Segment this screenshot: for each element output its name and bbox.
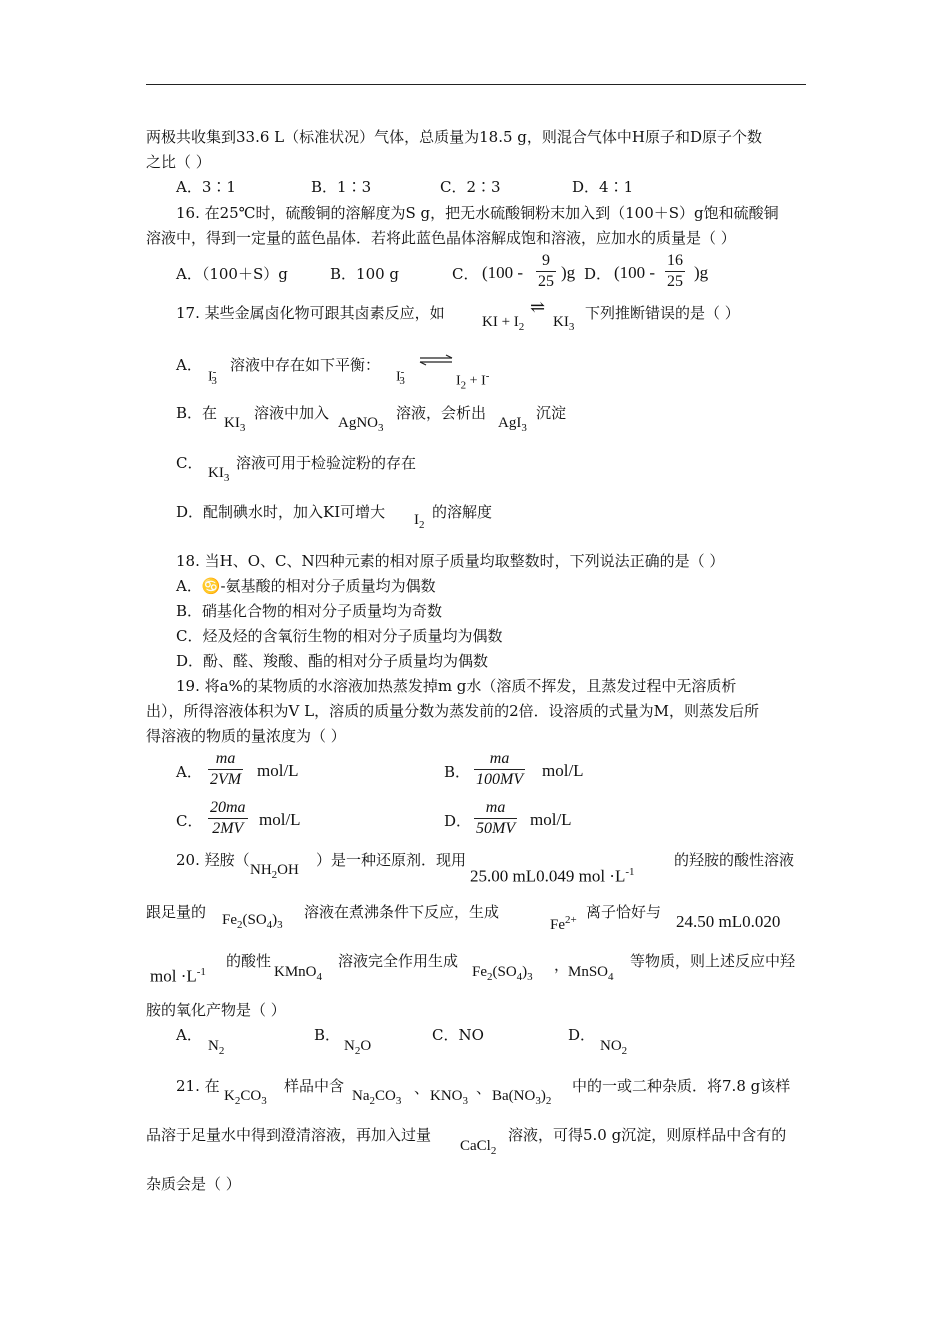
q16-option-c-label: C． bbox=[452, 265, 479, 283]
q19-option-c-fraction: 20ma 2MV bbox=[210, 799, 246, 837]
q21-text1: 21. 在 bbox=[176, 1077, 220, 1095]
q17-equation-left: KI + $I_2$ bbox=[482, 314, 525, 333]
q15-option-d: D．4∶1 bbox=[572, 178, 634, 196]
q20-option-d: $NO_2$ bbox=[600, 1038, 628, 1057]
q16-option-c-pre: (100 - bbox=[482, 263, 524, 282]
q17-option-b-ki3: $KI_3$ bbox=[224, 415, 246, 434]
q20-nh2oh: $NH_2OH$ bbox=[250, 862, 299, 881]
q20-option-c: C．NO bbox=[432, 1026, 484, 1044]
q20-text5: 溶液在煮沸条件下反应，生成 bbox=[304, 903, 500, 921]
q19-option-c-unit: mol/L bbox=[259, 810, 301, 829]
q16-option-d-fraction: 16 25 bbox=[667, 252, 683, 290]
q17-stem-pre: 17. 某些金属卤化物可跟其卤素反应，如 bbox=[176, 304, 445, 322]
q19-option-b-label: B． bbox=[444, 763, 471, 781]
q21-text3: 中的一或二种杂质．将7.8 g该样 bbox=[572, 1077, 791, 1095]
q21-bano32: $Ba(NO_3)_2$ bbox=[492, 1088, 552, 1107]
q21-separator1: 、 bbox=[414, 1079, 430, 1097]
q20-conc3: mol $\cdot L^{-1}$ bbox=[150, 966, 206, 986]
q15-option-c: C．2∶3 bbox=[440, 178, 501, 196]
q20-conc1: 25.00 mL0.049 mol $\cdot L^{-1}$ bbox=[470, 866, 635, 886]
q21-text6: 杂质会是（ ） bbox=[146, 1175, 241, 1193]
q20-text6: 离子恰好与 bbox=[586, 903, 662, 921]
q19-option-b-fraction: ma 100MV bbox=[476, 750, 524, 788]
q20-option-a: $N_2$ bbox=[208, 1038, 225, 1057]
q19-option-a-fraction: ma 2VM bbox=[210, 750, 242, 788]
q16-option-c-post: )g bbox=[561, 263, 576, 282]
q20-conc2: 24.50 mL0.020 bbox=[676, 912, 781, 931]
q17-option-a-eq-left: $I^-_3$ bbox=[396, 366, 405, 388]
q20-fe2plus: $Fe^{2+}$ bbox=[550, 914, 577, 933]
q17-option-a-i3: $I^-_3$ bbox=[208, 366, 217, 388]
q21-text5: 溶液，可得5.0 g沉淀，则原样品中含有的 bbox=[508, 1126, 787, 1144]
q20-text1: 20. 羟胺（ bbox=[176, 851, 250, 869]
q18-option-a: A．♋-氨基酸的相对分子质量均为偶数 bbox=[176, 577, 436, 595]
q19-option-d-label: D． bbox=[444, 812, 472, 830]
q15-line1: 两极共收集到33.6 L（标准状况）气体，总质量为18.5 g，则混合气体中H原子和D原子个数 bbox=[146, 128, 763, 146]
q15-option-a: A．3∶1 bbox=[176, 178, 236, 196]
q18-stem: 18. 当H、O、C、N四种元素的相对原子质量均取整数时，下列说法正确的是（ ） bbox=[176, 552, 725, 570]
q18-option-b: B．硝基化合物的相对分子质量均为奇数 bbox=[176, 602, 443, 620]
q17-option-b-agno3: AgNO$_3$ bbox=[338, 415, 384, 434]
q20-text10: 胺的氧化产物是（ ） bbox=[146, 1001, 286, 1019]
q19-line2: 出），所得溶液体积为V L，溶质的质量分数为蒸发前的2倍．设溶质的式量为M，则蒸发后所 bbox=[146, 702, 759, 720]
q19-option-b-unit: mol/L bbox=[542, 761, 584, 780]
q16-option-d-post: )g bbox=[694, 263, 709, 282]
q20-option-b: $N_2O$ bbox=[344, 1038, 372, 1057]
q20-fe2so43-product: $Fe_2(SO_4)_3$ bbox=[472, 964, 533, 983]
q19-option-d-unit: mol/L bbox=[530, 810, 572, 829]
q20-option-a-label: A． bbox=[176, 1026, 202, 1044]
q17-option-b-text3: 沉淀 bbox=[536, 404, 567, 422]
q20-text2: ）是一种还原剂．现用 bbox=[316, 851, 467, 869]
q21-k2co3: $K_2CO_3$ bbox=[224, 1088, 267, 1107]
q17-option-a-label: A． bbox=[176, 356, 202, 374]
q17-option-c-label: C． bbox=[176, 454, 203, 472]
q15-option-b: B．1∶3 bbox=[311, 178, 372, 196]
q21-kno3: $KNO_3$ bbox=[430, 1088, 468, 1107]
q17-option-d-text2: 的溶解度 bbox=[432, 503, 493, 521]
q19-option-c-label: C． bbox=[176, 812, 203, 830]
q19-line1: 19. 将a%的某物质的水溶液加热蒸发掉m g水（溶质不挥发，且蒸发过程中无溶质析 bbox=[176, 677, 737, 695]
q19-option-a-label: A． bbox=[176, 763, 202, 781]
q17-option-a-eq-right: $I_2 + I^-$ bbox=[456, 370, 490, 392]
q17-option-b-text1: 溶液中加入 bbox=[254, 404, 330, 422]
q17-option-b-label: B．在 bbox=[176, 404, 218, 422]
q21-separator2: 、 bbox=[476, 1079, 492, 1097]
q20-text3: 的羟胺的酸性溶液 bbox=[674, 851, 795, 869]
q20-mnso4: MnSO$_4$ bbox=[568, 964, 614, 983]
q17-option-b-agi3: AgI$_3$ bbox=[498, 415, 527, 434]
q16-option-d-label: D． bbox=[584, 265, 612, 283]
q21-text4: 品溶于足量水中得到澄清溶液，再加入过量 bbox=[146, 1126, 432, 1144]
q16-line1: 16. 在25℃时，硫酸铜的溶解度为S g，把无水硫酸铜粉末加入到（100＋S）g饱和硫酸铜 bbox=[176, 204, 779, 222]
q20-option-b-label: B． bbox=[314, 1026, 341, 1044]
q17-option-d-text: D．配制碘水时，加入KI可增大 bbox=[176, 503, 386, 521]
q19-option-a-unit: mol/L bbox=[257, 761, 299, 780]
q18-option-c: C．烃及烃的含氧衍生物的相对分子质量均为偶数 bbox=[176, 627, 503, 645]
q20-text9: 等物质，则上述反应中羟 bbox=[630, 952, 796, 970]
header-rule bbox=[146, 84, 806, 85]
q17-option-a-text: 溶液中存在如下平衡： bbox=[230, 356, 381, 374]
q21-text2: 样品中含 bbox=[284, 1077, 345, 1095]
q20-text7: 的酸性 bbox=[226, 952, 272, 970]
q16-option-a: A．（100＋S）g bbox=[176, 265, 288, 283]
q17-option-c-text: 溶液可用于检验淀粉的存在 bbox=[236, 454, 417, 472]
q17-option-d-i2: $I_2$ bbox=[414, 512, 425, 531]
q16-option-d-pre: (100 - bbox=[614, 263, 656, 282]
q20-comma: ， bbox=[554, 956, 570, 974]
q16-line2: 溶液中，得到一定量的蓝色晶体．若将此蓝色晶体溶解成饱和溶液，应加水的质量是（ ） bbox=[146, 229, 736, 247]
q15-line2: 之比（ ） bbox=[146, 153, 211, 171]
q20-kmno4: KMnO$_4$ bbox=[274, 964, 323, 983]
q20-text4: 跟足量的 bbox=[146, 903, 207, 921]
q16-option-b: B．100 g bbox=[330, 265, 400, 283]
q18-option-d: D．酚、醛、羧酸、酯的相对分子质量均为偶数 bbox=[176, 652, 489, 670]
q16-option-c-fraction: 9 25 bbox=[538, 252, 554, 290]
q17-stem-post: 下列推断错误的是（ ） bbox=[585, 304, 740, 322]
q20-option-d-label: D． bbox=[568, 1026, 596, 1044]
q21-na2co3: $Na_2CO_3$ bbox=[352, 1088, 402, 1107]
equilibrium-arrow-icon: ⇌ bbox=[530, 297, 546, 318]
q19-option-d-fraction: ma 50MV bbox=[476, 799, 516, 837]
q17-equation-right: $KI_3$ bbox=[553, 314, 575, 333]
q21-cacl2: CaCl$_2$ bbox=[460, 1138, 497, 1157]
q17-option-b-text2: 溶液，会析出 bbox=[396, 404, 487, 422]
q19-line3: 得溶液的物质的量浓度为（ ） bbox=[146, 727, 346, 745]
q17-option-c-ki3: $KI_3$ bbox=[208, 465, 230, 484]
q20-text8: 溶液完全作用生成 bbox=[338, 952, 459, 970]
q20-fe2so43: $Fe_2(SO_4)_3$ bbox=[222, 912, 283, 931]
reversible-arrow-icon bbox=[418, 354, 454, 366]
